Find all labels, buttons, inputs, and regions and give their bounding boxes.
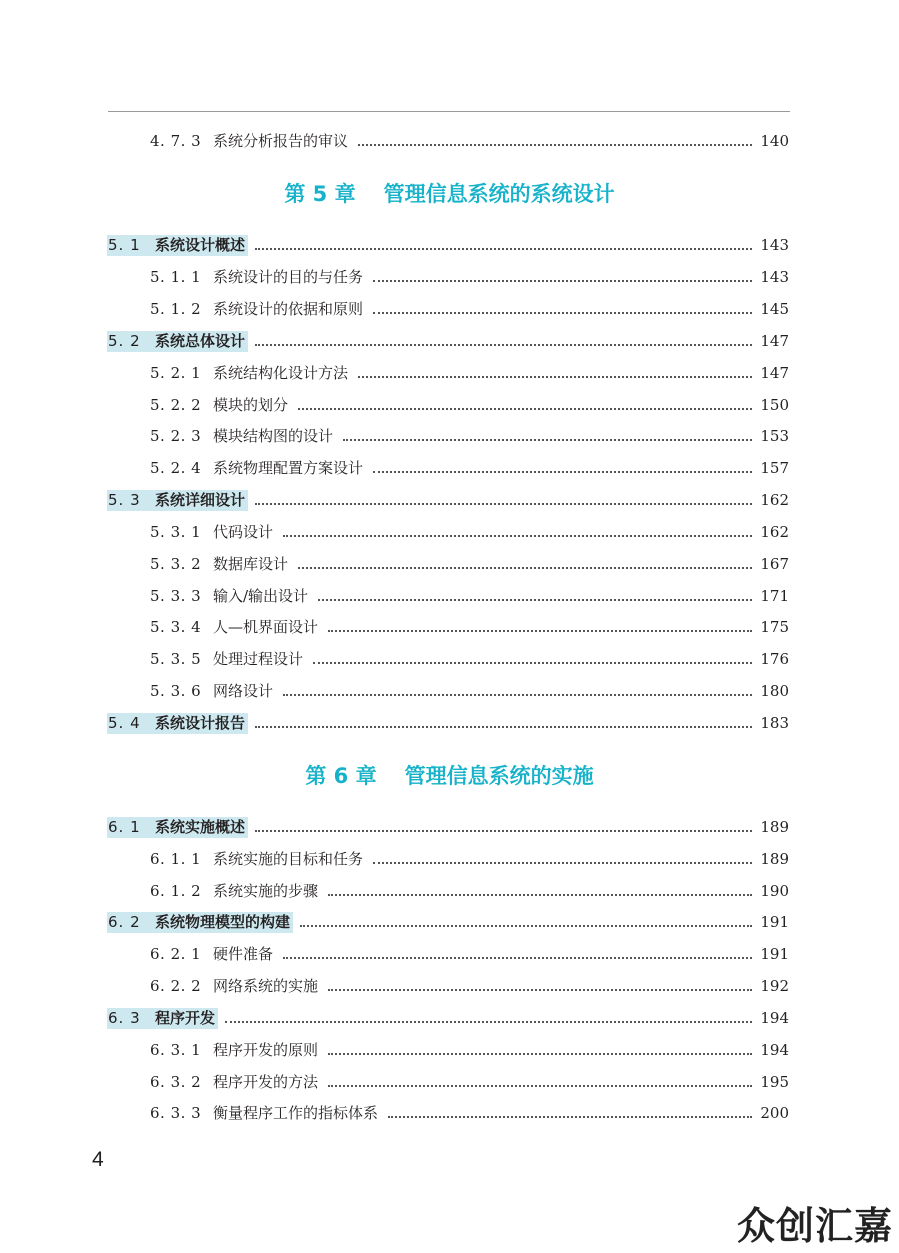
dot-leader xyxy=(255,344,752,346)
entry-page-number: 192 xyxy=(760,977,789,995)
entry-number: 5. 1. 1 xyxy=(150,268,202,286)
toc-subsection-entry[interactable] xyxy=(0,615,899,639)
page-number: 4 xyxy=(92,1148,104,1171)
dot-leader xyxy=(358,144,752,146)
entry-number: 5. 2 xyxy=(108,332,141,350)
entry-page-number: 147 xyxy=(760,364,789,382)
toc-subsection-entry[interactable] xyxy=(0,265,899,289)
entry-page-number: 191 xyxy=(760,913,789,931)
dot-leader xyxy=(373,280,752,282)
toc-subsection-entry[interactable] xyxy=(0,584,899,608)
entry-title: 衡量程序工作的指标体系 xyxy=(213,1104,379,1122)
entry-page-number: 191 xyxy=(760,945,789,963)
entry-number: 5. 1 xyxy=(108,236,141,254)
toc-section-entry[interactable] xyxy=(0,329,899,353)
toc-subsection-entry[interactable] xyxy=(0,1101,899,1125)
entry-title: 程序开发 xyxy=(155,1009,216,1027)
entry-page-number: 147 xyxy=(760,332,789,350)
entry-number: 6. 3. 2 xyxy=(150,1073,202,1091)
entry-page-number: 200 xyxy=(760,1104,789,1122)
entry-page-number: 176 xyxy=(760,650,789,668)
toc-subsection-entry[interactable] xyxy=(0,879,899,903)
entry-page-number: 167 xyxy=(760,555,789,573)
chapter-heading xyxy=(0,179,899,209)
entry-number: 6. 2 xyxy=(108,913,141,931)
entry-title: 程序开发的方法 xyxy=(213,1073,319,1091)
dot-leader xyxy=(343,439,752,441)
dot-leader xyxy=(358,376,752,378)
entry-title: 系统物理模型的构建 xyxy=(155,913,291,931)
toc-section-entry[interactable] xyxy=(0,1006,899,1030)
entry-page-number: 140 xyxy=(760,132,789,150)
entry-page-number: 145 xyxy=(760,300,789,318)
toc-subsection-entry[interactable] xyxy=(0,361,899,385)
entry-title: 模块的划分 xyxy=(213,396,289,414)
entry-number: 5. 3. 1 xyxy=(150,523,202,541)
entry-title: 人—机界面设计 xyxy=(213,618,319,636)
toc-subsection-entry[interactable] xyxy=(0,424,899,448)
entry-number: 6. 3. 1 xyxy=(150,1041,202,1059)
entry-number: 5. 3. 4 xyxy=(150,618,202,636)
chapter-title: 管理信息系统的系统设计 xyxy=(383,182,615,206)
toc-subsection-entry[interactable] xyxy=(0,129,899,153)
entry-number: 5. 3. 6 xyxy=(150,682,202,700)
dot-leader xyxy=(328,989,752,991)
dot-leader xyxy=(283,957,752,959)
chapter-title: 管理信息系统的实施 xyxy=(404,764,594,788)
entry-number: 6. 1. 2 xyxy=(150,882,202,900)
entry-title: 系统实施概述 xyxy=(155,818,246,836)
entry-page-number: 190 xyxy=(760,882,789,900)
entry-title: 代码设计 xyxy=(213,523,274,541)
entry-number: 6. 2. 2 xyxy=(150,977,202,995)
toc-subsection-entry[interactable] xyxy=(0,1038,899,1062)
chapter-heading xyxy=(0,761,899,791)
entry-number: 5. 4 xyxy=(108,714,141,732)
toc-section-entry[interactable] xyxy=(0,910,899,934)
toc-section-entry[interactable] xyxy=(0,233,899,257)
dot-leader xyxy=(283,694,752,696)
toc-subsection-entry[interactable] xyxy=(0,974,899,998)
toc-subsection-entry[interactable] xyxy=(0,942,899,966)
entry-title: 系统详细设计 xyxy=(155,491,246,509)
entry-number: 4. 7. 3 xyxy=(150,132,202,150)
entry-number: 5. 2. 4 xyxy=(150,459,202,477)
dot-leader xyxy=(388,1116,752,1118)
entry-page-number: 194 xyxy=(760,1041,789,1059)
entry-number: 6. 1 xyxy=(108,818,141,836)
entry-title: 系统实施的步骤 xyxy=(213,882,319,900)
watermark-logo: 众创汇嘉 xyxy=(736,1204,893,1248)
toc-section-entry[interactable] xyxy=(0,815,899,839)
entry-page-number: 150 xyxy=(760,396,789,414)
entry-title: 系统设计的目的与任务 xyxy=(213,268,364,286)
entry-title: 数据库设计 xyxy=(213,555,289,573)
chapter-number: 第 6 章 xyxy=(305,764,377,788)
entry-number: 6. 2. 1 xyxy=(150,945,202,963)
toc-subsection-entry[interactable] xyxy=(0,393,899,417)
dot-leader xyxy=(318,599,752,601)
toc-subsection-entry[interactable] xyxy=(0,647,899,671)
entry-number: 6. 1. 1 xyxy=(150,850,202,868)
entry-title: 程序开发的原则 xyxy=(213,1041,319,1059)
chapter-number: 第 5 章 xyxy=(284,182,356,206)
dot-leader xyxy=(298,567,752,569)
entry-number: 5. 1. 2 xyxy=(150,300,202,318)
dot-leader xyxy=(373,862,752,864)
entry-title: 输入/输出设计 xyxy=(213,587,309,605)
entry-title: 系统结构化设计方法 xyxy=(213,364,349,382)
entry-page-number: 143 xyxy=(760,236,789,254)
entry-number: 6. 3 xyxy=(108,1009,141,1027)
entry-number: 5. 2. 2 xyxy=(150,396,202,414)
toc-subsection-entry[interactable] xyxy=(0,297,899,321)
dot-leader xyxy=(255,830,752,832)
entry-page-number: 194 xyxy=(760,1009,789,1027)
entry-title: 系统总体设计 xyxy=(155,332,246,350)
entry-page-number: 189 xyxy=(760,850,789,868)
toc-subsection-entry[interactable] xyxy=(0,552,899,576)
entry-title: 系统分析报告的审议 xyxy=(213,132,349,150)
toc-subsection-entry[interactable] xyxy=(0,456,899,480)
dot-leader xyxy=(298,408,752,410)
toc-subsection-entry[interactable] xyxy=(0,847,899,871)
entry-number: 5. 3. 3 xyxy=(150,587,202,605)
entry-page-number: 157 xyxy=(760,459,789,477)
entry-title: 系统设计报告 xyxy=(155,714,246,732)
toc-subsection-entry[interactable] xyxy=(0,1070,899,1094)
entry-number: 5. 3. 5 xyxy=(150,650,202,668)
entry-title: 网络设计 xyxy=(213,682,274,700)
entry-number: 5. 3 xyxy=(108,491,141,509)
entry-number: 6. 3. 3 xyxy=(150,1104,202,1122)
dot-leader xyxy=(283,535,752,537)
entry-title: 系统设计概述 xyxy=(155,236,246,254)
entry-title: 系统设计的依据和原则 xyxy=(213,300,364,318)
header-rule xyxy=(108,111,790,112)
toc-subsection-entry[interactable] xyxy=(0,679,899,703)
dot-leader xyxy=(300,925,752,927)
entry-number: 5. 2. 1 xyxy=(150,364,202,382)
entry-page-number: 175 xyxy=(760,618,789,636)
entry-title: 模块结构图的设计 xyxy=(213,427,334,445)
toc-section-entry[interactable] xyxy=(0,711,899,735)
entry-page-number: 143 xyxy=(760,268,789,286)
dot-leader xyxy=(255,503,752,505)
dot-leader xyxy=(373,471,752,473)
entry-page-number: 195 xyxy=(760,1073,789,1091)
entry-title: 处理过程设计 xyxy=(213,650,304,668)
entry-page-number: 153 xyxy=(760,427,789,445)
toc-subsection-entry[interactable] xyxy=(0,520,899,544)
entry-page-number: 162 xyxy=(760,523,789,541)
entry-number: 5. 3. 2 xyxy=(150,555,202,573)
entry-page-number: 171 xyxy=(760,587,789,605)
dot-leader xyxy=(255,248,752,250)
entry-title: 硬件准备 xyxy=(213,945,274,963)
dot-leader xyxy=(328,894,752,896)
entry-title: 网络系统的实施 xyxy=(213,977,319,995)
entry-page-number: 180 xyxy=(760,682,789,700)
entry-title: 系统物理配置方案设计 xyxy=(213,459,364,477)
entry-page-number: 162 xyxy=(760,491,789,509)
entry-page-number: 189 xyxy=(760,818,789,836)
toc-section-entry[interactable] xyxy=(0,488,899,512)
dot-leader xyxy=(328,1053,752,1055)
dot-leader xyxy=(328,1085,752,1087)
dot-leader xyxy=(313,662,752,664)
entry-page-number: 183 xyxy=(760,714,789,732)
entry-number: 5. 2. 3 xyxy=(150,427,202,445)
dot-leader xyxy=(225,1021,752,1023)
entry-title: 系统实施的目标和任务 xyxy=(213,850,364,868)
dot-leader xyxy=(373,312,752,314)
dot-leader xyxy=(255,726,752,728)
dot-leader xyxy=(328,630,752,632)
